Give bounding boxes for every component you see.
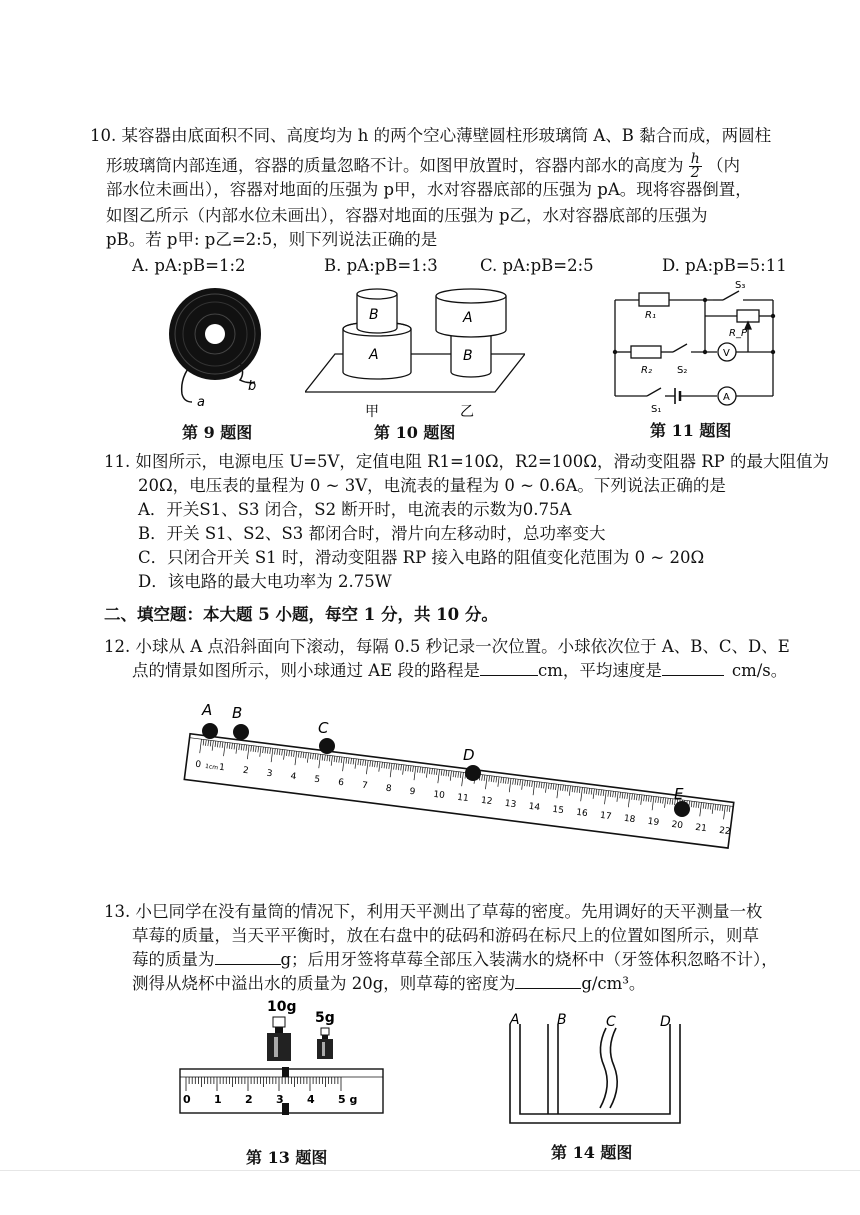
fig14-channel-diagram <box>500 1008 700 1128</box>
fig11-voltmeter-label: V <box>723 348 730 359</box>
q13-text-1: 莓的质量为 <box>132 950 215 969</box>
fig9-coil-diagram <box>160 284 280 414</box>
ruler-number: 11 <box>456 792 470 805</box>
ruler-number: 17 <box>599 810 613 823</box>
fig11-s1-label: S₁ <box>651 404 662 413</box>
page-bottom-rule <box>0 1170 860 1171</box>
fig10-right-label-a: A <box>463 310 473 326</box>
fig14-caption: 第 14 题图 <box>551 1143 633 1162</box>
q12-text-1: 点的情景如图所示，则小球通过 AE 段的路程是 <box>132 661 480 680</box>
fig9-label-a: a <box>197 395 205 410</box>
q13-text-4: g/cm³。 <box>581 974 646 993</box>
fraction-h-over-2: $\frac{h}{2}$ <box>690 151 700 181</box>
q11-option-d: D．该电路的最大电功率为 2.75W <box>138 572 392 591</box>
ruler-number: 8 <box>385 783 393 795</box>
ball-d <box>465 765 481 781</box>
q12-blank-distance[interactable] <box>480 661 538 676</box>
q10-line-2 <box>106 153 740 180</box>
fig11-r1-label: R₁ <box>645 310 656 321</box>
weight-10g <box>267 1017 291 1061</box>
ruler-number: 21 <box>694 822 708 835</box>
q10-line-2-text: 形玻璃筒内部连通，容器的质量忽略不计。如图甲放置时，容器内部水的高度为 <box>106 156 684 175</box>
q13-line-1: 13. 小巳同学在没有量筒的情况下，利用天平测出了草莓的密度。先用调好的天平测量一枚 <box>104 902 763 921</box>
ruler-number: 0 <box>194 759 202 771</box>
q11-option-c: C．只闭合开关 S1 时，滑动变阻器 RP 接入电路的阻值变化范围为 0 ~ 20Ω <box>138 548 705 567</box>
q12-line-2 <box>132 661 787 681</box>
ball-label-a: A <box>202 701 213 719</box>
section-2-heading: 二、填空题：本大题 5 小题，每空 1 分，共 10 分。 <box>104 605 498 624</box>
q10-line-2-end: （内 <box>707 156 741 175</box>
ruler-number: 3 <box>266 768 273 780</box>
ruler-number: 16 <box>575 807 589 820</box>
fig10-left-label-b: B <box>369 307 379 323</box>
ruler-number: 1 <box>218 762 226 774</box>
q10-option-d: D. pA:pB=5:11 <box>662 256 787 275</box>
fig10-caption: 第 10 题图 <box>374 423 456 442</box>
ball-label-e: E <box>674 785 684 803</box>
q10-line-1: 10. 某容器由底面积不同、高度均为 h 的两个空心薄壁圆柱形玻璃筒 A、B 黏合而成，两圆柱 <box>90 126 772 145</box>
ruler-number: 4 <box>289 771 297 783</box>
fig11-ammeter-label: A <box>723 392 730 403</box>
weight-10g-label: 10g <box>267 999 297 1015</box>
scale-number: 2 <box>245 1093 253 1106</box>
rider-top <box>282 1067 289 1077</box>
ruler-number: 12 <box>480 795 493 808</box>
ruler-number: 6 <box>337 777 345 789</box>
q13-blank-density[interactable] <box>515 974 581 989</box>
ball-b <box>233 724 249 740</box>
q12-blank-speed[interactable] <box>662 661 724 676</box>
q13-text-3: 测得从烧杯中溢出水的质量为 20g，则草莓的密度为 <box>132 974 516 993</box>
q10-line-3: 部水位未画出），容器对地面的压强为 p甲，水对容器底部的压强为 pA。现将容器倒置， <box>106 180 752 199</box>
q12-ruler-diagram <box>180 695 750 875</box>
ball-label-c: C <box>318 719 329 737</box>
ball-label-b: B <box>232 704 243 722</box>
scale-number: 0 <box>183 1093 191 1106</box>
fig10-label-yi: 乙 <box>460 404 474 420</box>
q13-line-3 <box>132 950 778 970</box>
q12-line-1: 12. 小球从 A 点沿斜面向下滚动，每隔 0.5 秒记录一次位置。小球依次位于 A、B、C、D、E <box>104 637 790 656</box>
ball-label-d: D <box>463 746 475 764</box>
ruler-number: 5 <box>313 774 321 786</box>
q13-line-2: 草莓的质量，当天平平衡时，放在右盘中的砝码和游码在标尺上的位置如图所示，则草 <box>132 926 759 945</box>
ruler-number: 20 <box>670 819 684 832</box>
fig14-label-a: A <box>510 1012 520 1028</box>
ruler-number: 13 <box>504 798 517 811</box>
scale-number: 1 <box>214 1093 222 1106</box>
fig11-circuit-diagram <box>605 278 785 413</box>
fig11-r2-label: R₂ <box>641 365 652 376</box>
fig10-left-label-a: A <box>369 347 379 363</box>
q11-option-b: B．开关 S1、S2、S3 都闭合时，滑片向左移动时，总功率变大 <box>138 524 606 543</box>
ruler-number: 9 <box>408 786 416 798</box>
ruler-unit-label: 1cm <box>204 762 219 772</box>
q10-line-5: pB。若 p甲: p乙=2:5，则下列说法正确的是 <box>106 230 438 249</box>
ruler-number: 15 <box>551 804 565 817</box>
fig11-caption: 第 11 题图 <box>650 421 732 440</box>
scale-number: 4 <box>307 1093 315 1106</box>
fig11-rp-label: R_P <box>729 328 747 339</box>
scale-number: 3 <box>276 1093 284 1106</box>
q10-option-b: B. pA:pB=1:3 <box>324 256 438 275</box>
fig11-s3-label: S₃ <box>735 280 746 291</box>
ruler-number: 2 <box>242 765 250 777</box>
fig13-balance-diagram <box>175 995 390 1145</box>
scale-number: 5 g <box>338 1093 358 1106</box>
q12-text-3: cm/s。 <box>731 661 788 680</box>
fig13-caption: 第 13 题图 <box>246 1148 328 1167</box>
weight-5g-label: 5g <box>315 1010 335 1026</box>
ruler-number: 14 <box>527 801 541 814</box>
weight-5g <box>317 1028 333 1059</box>
fig10-label-jia: 甲 <box>365 404 379 420</box>
ruler-number: 19 <box>647 816 660 829</box>
ball-e <box>674 801 690 817</box>
q11-line-2: 20Ω，电压表的量程为 0 ~ 3V，电流表的量程为 0 ~ 0.6A。下列说法正确的是 <box>138 476 726 495</box>
fig14-label-c: C <box>606 1014 616 1030</box>
q13-line-4 <box>132 974 645 994</box>
ruler-number: 7 <box>361 780 369 792</box>
ruler-number: 10 <box>432 789 446 802</box>
fig10-right-label-b: B <box>463 348 473 364</box>
q10-option-c: C. pA:pB=2:5 <box>480 256 594 275</box>
balance-scale <box>180 1069 383 1113</box>
fig11-s2-label: S₂ <box>677 365 688 376</box>
q13-blank-mass[interactable] <box>215 950 281 965</box>
fig9-label-b: b <box>248 379 257 394</box>
q10-option-a: A. pA:pB=1:2 <box>132 256 246 275</box>
q11-line-1: 11. 如图所示，电源电压 U=5V，定值电阻 R1=10Ω，R2=100Ω，滑动变阻器 RP 的最大阻值为 <box>104 452 829 471</box>
fig14-label-d: D <box>660 1014 671 1030</box>
ball-c <box>319 738 335 754</box>
ball-a <box>202 723 218 739</box>
fig14-label-b: B <box>557 1012 567 1028</box>
q13-text-2: g；后用牙签将草莓全部压入装满水的烧杯中（牙签体积忽略不计）， <box>280 950 778 969</box>
ruler-number: 18 <box>623 813 636 826</box>
q12-text-2: cm，平均速度是 <box>537 661 662 680</box>
q10-line-4: 如图乙所示（内部水位未画出），容器对地面的压强为 p乙，水对容器底部的压强为 <box>106 206 708 225</box>
fig10-container-diagram <box>305 284 525 424</box>
ruler-number: 22 <box>718 825 732 838</box>
fig9-caption: 第 9 题图 <box>182 423 253 442</box>
q11-option-a: A．开关S1、S3 闭合，S2 断开时，电流表的示数为0.75A <box>138 500 572 519</box>
